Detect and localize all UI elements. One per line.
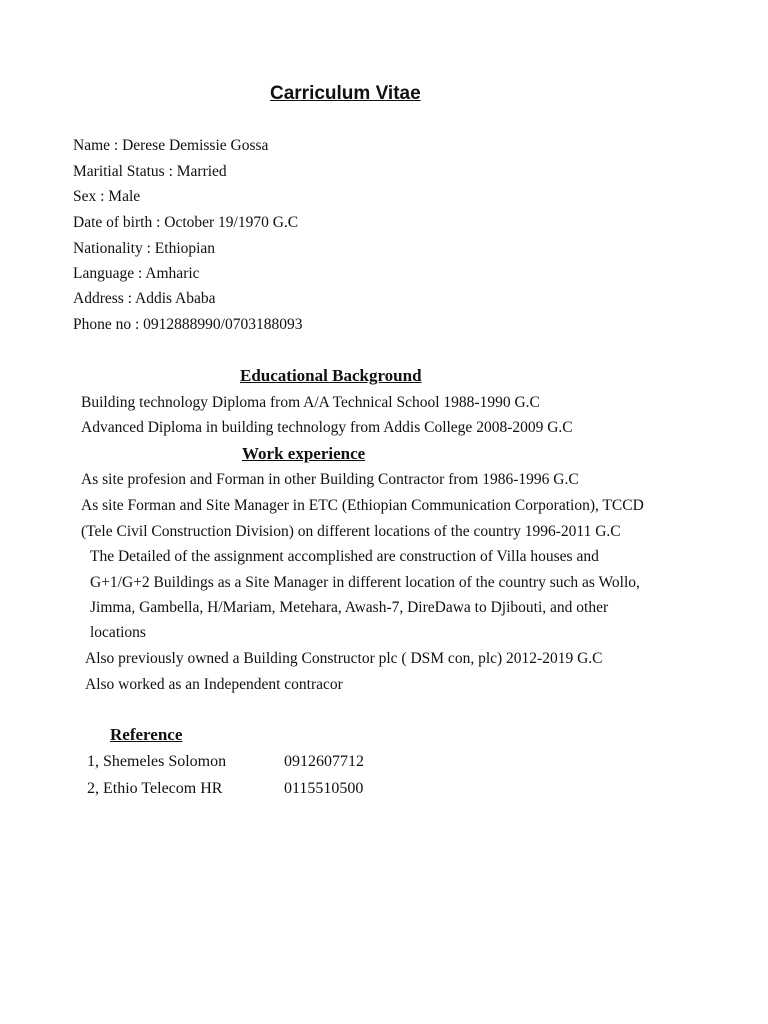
work-line: As site profesion and Forman in other Building Contractor from 1986-1996 G.C <box>81 471 579 488</box>
reference-phone: 0912607712 <box>284 753 364 770</box>
work-experience-heading: Work experience <box>242 444 366 463</box>
education-item: Building technology Diploma from A/A Technical School 1988-1990 G.C <box>81 394 540 411</box>
work-line: G+1/G+2 Buildings as a Site Manager in different location of the country such as Wollo, <box>90 574 640 591</box>
reference-heading: Reference <box>110 725 183 744</box>
work-line: locations <box>90 624 146 641</box>
address-line: Address : Addis Ababa <box>73 290 216 307</box>
education-heading: Educational Background <box>240 366 422 385</box>
work-line: The Detailed of the assignment accomplished are construction of Villa houses and <box>90 548 599 565</box>
date-of-birth-line: Date of birth : October 19/1970 G.C <box>73 214 299 231</box>
reference-name: 1, Shemeles Solomon <box>87 753 227 770</box>
work-line: Also worked as an Independent contracor <box>85 676 343 693</box>
phone-line: Phone no : 0912888990/0703188093 <box>73 316 303 333</box>
marital-status-line: Maritial Status : Married <box>73 163 227 180</box>
work-line: Jimma, Gambella, H/Mariam, Metehara, Awash-7, DireDawa to Djibouti, and other <box>90 599 609 616</box>
nationality-line: Nationality : Ethiopian <box>73 240 216 257</box>
work-line: Also previously owned a Building Constructor plc ( DSM con, plc) 2012-2019 G.C <box>85 650 603 667</box>
sex-line: Sex : Male <box>73 188 141 205</box>
reference-name: 2, Ethio Telecom HR <box>87 780 223 797</box>
education-item: Advanced Diploma in building technology from Addis College 2008-2009 G.C <box>81 419 573 436</box>
document-title: Carriculum Vitae <box>270 83 421 104</box>
work-line: As site Forman and Site Manager in ETC (Ethiopian Communication Corporation), TCCD <box>81 497 644 514</box>
language-line: Language : Amharic <box>73 265 200 282</box>
name-line: Name : Derese Demissie Gossa <box>73 137 269 154</box>
work-line: (Tele Civil Construction Division) on different locations of the country 1996-2011 G.C <box>81 523 621 540</box>
reference-row <box>87 780 363 798</box>
reference-row <box>87 753 364 771</box>
reference-phone: 0115510500 <box>284 780 364 797</box>
